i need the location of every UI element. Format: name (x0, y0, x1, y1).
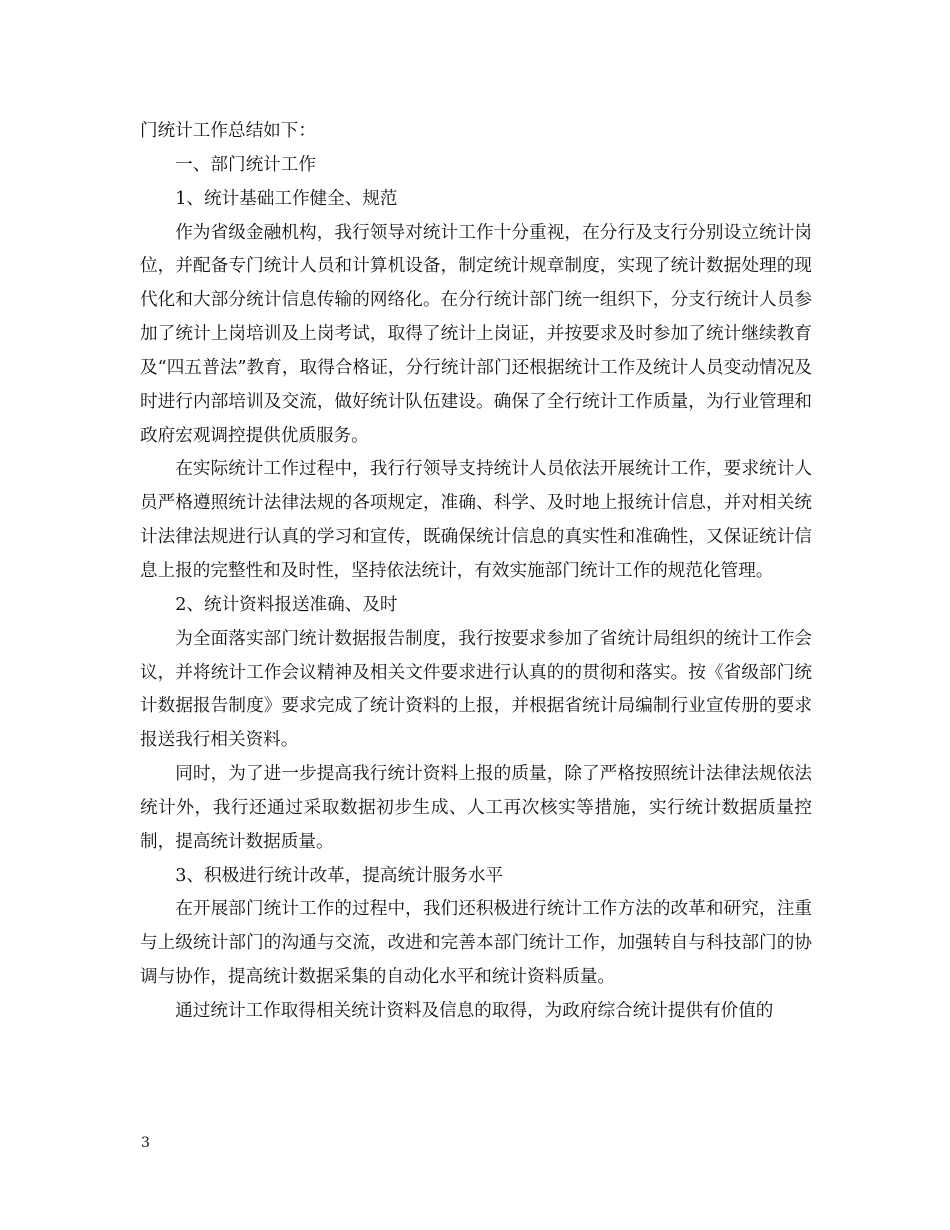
paragraph: 通过统计工作取得相关统计资料及信息的取得，为政府综合统计提供有价值的 (175, 1000, 774, 1021)
paragraph: 同时，为了进一步提高我行统计资料上报的质量，除了严格按照统计法律法规依法统计外，我行还通过采取数据初步生成、人工再次核实等措施，实行统计数据质量控制，提高统计数据质量。 (140, 764, 812, 852)
paragraph: 为全面落实部门统计数据报告制度，我行按要求参加了省统计局组织的统计工作会议，并将统计工作会议精神及相关文件要求进行认真的的贯彻和落实。按《省级部门统计数据报告制度》要求完成了统计资料的上报，并根据省统计局编制行业宣传册的要求报送我行相关资料。 (140, 628, 812, 751)
paragraph: 在开展部门统计工作的过程中，我们还积极进行统计工作方法的改革和研究，注重与上级统计部门的沟通与交流，改进和完善本部门统计工作，加强转自与科技部门的协调与协作，提高统计数据采集的自动化水平和统计资料质量。 (140, 899, 812, 988)
paragraph: 3、积极进行统计改革，提高统计服务水平 (175, 865, 504, 886)
paragraph: 作为省级金融机构，我行领导对统计工作十分重视，在分行及支行分别设立统计岗位，并配备专门统计人员和计算机设备，制定统计规章制度，实现了统计数据处理的现代化和大部分统计信息传输的网络化。在分行统计部门统一组织下，分支行统计人员参加了统计上岗培训及上岗考试，取得了统计上岗证，并按要求及时参加了统计继续教育及“四五普法”教育，取得合格证，分行统计部门还根据统计工作及统计人员变动情况及时进行内部培训及交流，做好统计队伍建设。确保了全行统计工作质量，为行业管理和政府宏观调控提供优质服务。 (140, 222, 812, 446)
paragraph: 门统计工作总结如下： (140, 121, 316, 141)
paragraph: 一、部门统计工作 (175, 154, 316, 175)
paragraph: 在实际统计工作过程中，我行行领导支持统计人员依法开展统计工作，要求统计人员严格遵照统计法律法规的各项规定，准确、科学、及时地上报统计信息，并对相关统计法律法规进行认真的学习和宣传，既确保统计信息的真实性和准确性，又保证统计信息上报的完整性和及时性，坚持依法统计，有效实施部门统计工作的规范化管理。 (140, 459, 812, 581)
page-number: 3 (141, 1135, 150, 1151)
document-body (140, 115, 812, 1029)
paragraph: 2、统计资料报送准确、及时 (175, 594, 398, 615)
paragraph: 1、统计基础工作健全、规范 (175, 188, 398, 209)
